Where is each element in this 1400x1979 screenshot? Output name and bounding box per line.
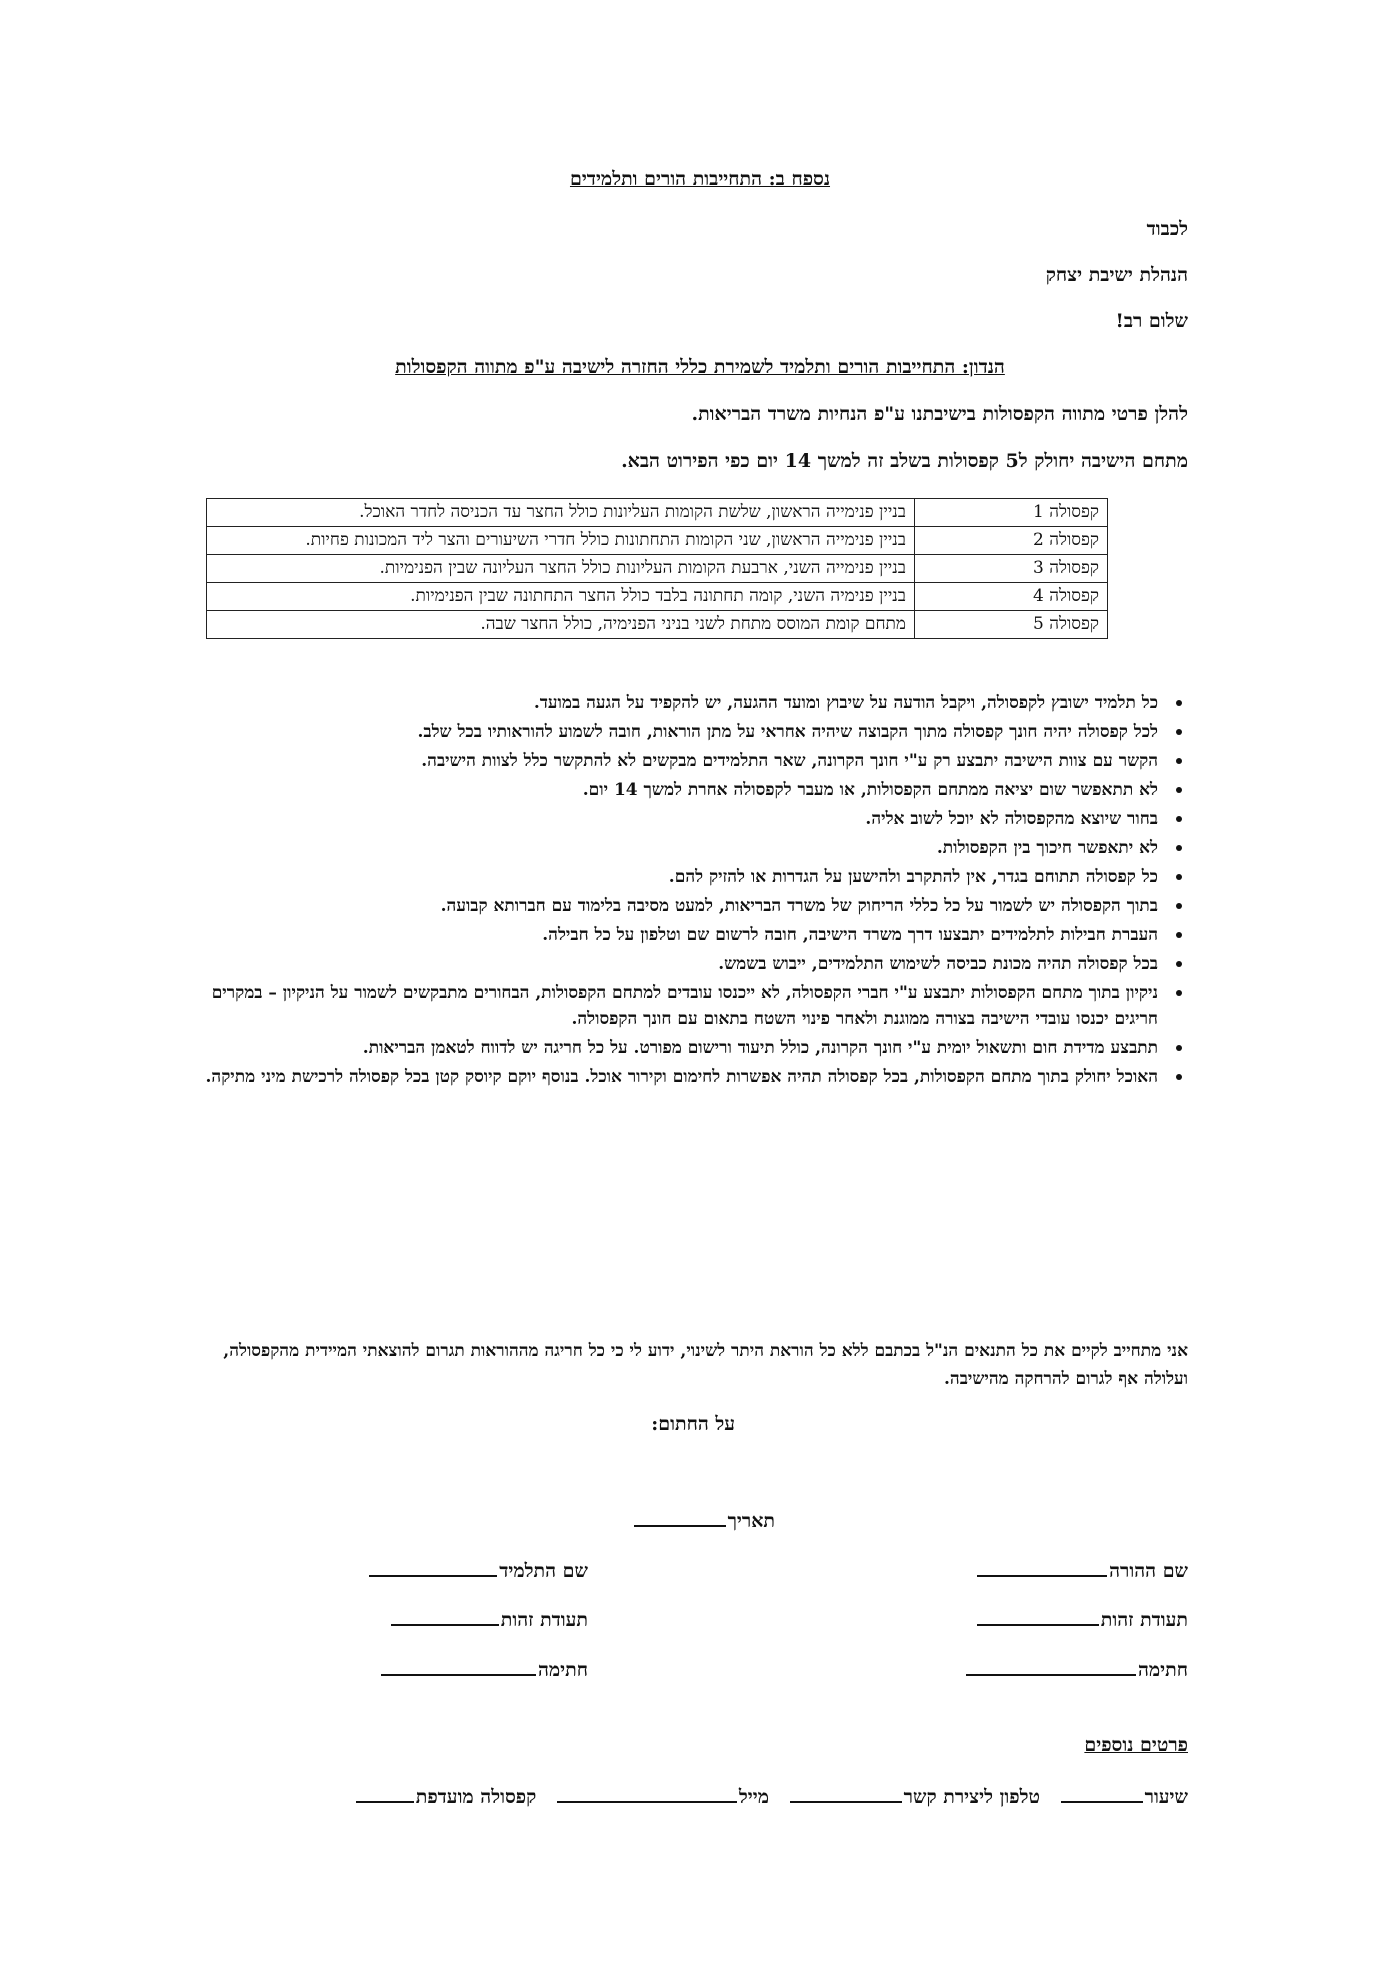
list-item: הקשר עם צוות הישיבה יתבצע רק ע"י חונך הקרונה, שאר התלמידים מבקשים לא להתקשר כלל לצוות הישיבה. xyxy=(168,748,1158,774)
phone-blank[interactable] xyxy=(790,1783,902,1803)
date-field xyxy=(634,1507,775,1533)
class-label: שיעור xyxy=(1144,1786,1188,1808)
table-row xyxy=(207,583,1108,611)
student-id-field xyxy=(391,1606,588,1632)
capsule-pref-field xyxy=(356,1786,537,1808)
student-sign-blank[interactable] xyxy=(381,1656,536,1676)
table-row xyxy=(207,611,1108,639)
date-label: תאריך xyxy=(727,1510,775,1532)
student-name-label: שם התלמיד xyxy=(499,1560,588,1582)
commitment-paragraph: אני מתחייב לקיים את כל התנאים הנ"ל בכתבם ללא כל הוראת היתר לשינוי, ידוע לי כי כל חריגה מההוראות תגרום להוצאתי המיידית מהקפסולה, ועלולה אף לגרום להרחקה מהישיבה. xyxy=(223,1341,1188,1389)
greeting-line: שלום רב! xyxy=(1115,310,1188,332)
capsule-desc-cell: בניין פנימיה השני, קומה תחתונה בלבד כולל החצר התחתונה שבין הפנימיות. xyxy=(207,583,915,611)
parent-name-field xyxy=(977,1557,1188,1583)
capsule-desc-cell: מתחם קומת המוסס מתחת לשני בניני הפנימיה, כולל החצר שבה. xyxy=(207,611,915,639)
intro-paragraph-2: מתחם הישיבה יחולק ל5 קפסולות בשלב זה למשך 14 יום כפי הפירוט הבא. xyxy=(621,450,1188,472)
table-row xyxy=(207,555,1108,583)
capsule-name-cell: קפסולה 3 xyxy=(915,555,1108,583)
additional-details-heading: פרטים נוספים xyxy=(1084,1734,1188,1756)
phone-label: טלפון ליצירת קשר xyxy=(903,1786,1040,1808)
list-item: בחור שיוצא מהקפסולה לא יוכל לשוב אליה. xyxy=(168,806,1158,832)
parent-sign-field xyxy=(966,1656,1188,1682)
capsule-desc-cell: בניין פנימייה הראשון, שני הקומות התחתונות כולל חדרי השיעורים והצר ליד המכונות פחיות. xyxy=(207,527,915,555)
date-blank[interactable] xyxy=(634,1507,726,1527)
parent-id-blank[interactable] xyxy=(977,1606,1099,1626)
student-id-label: תעודת זהות xyxy=(500,1609,588,1631)
capsule-name-cell: קפסולה 2 xyxy=(915,527,1108,555)
list-item: לא תתאפשר שום יציאה ממתחם הקפסולות, או מעבר לקפסולה אחרת למשך 14 יום. xyxy=(168,777,1158,803)
capsule-pref-blank[interactable] xyxy=(356,1783,414,1803)
capsule-name-cell: קפסולה 5 xyxy=(915,611,1108,639)
list-item: כל תלמיד ישובץ לקפסולה, ויקבל הודעה על שיבוץ ומועד ההגעה, יש להקפיד על הגעה במועד. xyxy=(168,690,1158,716)
subject-line: הנדון: התחייבות הורים ותלמיד לשמירת כללי החזרה לישיבה ע"פ מתווה הקפסולות xyxy=(395,356,1005,378)
additional-details-row xyxy=(342,1783,1188,1809)
list-item: בתוך הקפסולה יש לשמור על כל כללי הריחוק של משרד הבריאות, למעט מסיבה בלימוד עם חברותא קבועה. xyxy=(168,893,1158,919)
capsules-table xyxy=(206,498,1108,639)
capsule-desc-cell: בניין פנימייה השני, ארבעת הקומות העליונות כולל החצר העליונה שבין הפנימיות. xyxy=(207,555,915,583)
intro-paragraph-1: להלן פרטי מתווה הקפסולות בישיבתנו ע"פ הנחיות משרד הבריאות. xyxy=(691,403,1188,425)
parent-id-field xyxy=(977,1606,1188,1632)
parent-sign-label: חתימה xyxy=(1137,1659,1188,1681)
student-name-blank[interactable] xyxy=(369,1557,497,1577)
table-row xyxy=(207,499,1108,527)
list-item: לכל קפסולה יהיה חונך קפסולה מתוך הקבוצה שיהיה אחראי על מתן הוראות, חובה לשמוע להוראותיו בכל שלב. xyxy=(168,719,1158,745)
phone-field xyxy=(790,1786,1040,1808)
capsule-pref-label: קפסולה מועדפת xyxy=(415,1786,537,1808)
rules-list xyxy=(168,690,1188,1093)
signed-label: על החתום: xyxy=(651,1413,735,1435)
table-row xyxy=(207,527,1108,555)
email-field xyxy=(557,1786,769,1808)
list-item: כל קפסולה תתוחם בגדר, אין להתקרב ולהישען על הגדרות או להזיק להם. xyxy=(168,864,1158,890)
capsule-name-cell: קפסולה 4 xyxy=(915,583,1108,611)
class-field xyxy=(1061,1786,1188,1808)
list-item: האוכל יחולק בתוך מתחם הקפסולות, בכל קפסולה תהיה אפשרות לחימום וקירור אוכל. בנוסף יוקם קיוסק קטן בכל קפסולה לרכישת מיני מתיקה. xyxy=(168,1064,1158,1090)
recipient-line: הנהלת ישיבת יצחק xyxy=(1045,264,1188,286)
list-item: העברת חבילות לתלמידים יתבצעו דרך משרד הישיבה, חובה לרשום שם וטלפון על כל חבילה. xyxy=(168,922,1158,948)
parent-name-label: שם ההורה xyxy=(1109,1560,1188,1582)
list-item: תתבצע מדידת חום ותשאול יומית ע"י חונך הקרונה, כולל תיעוד ורישום מפורט. על כל חריגה יש לדווח לטאמן הבריאות. xyxy=(168,1035,1158,1061)
student-sign-label: חתימה xyxy=(537,1659,588,1681)
student-id-blank[interactable] xyxy=(391,1606,499,1626)
capsule-desc-cell: בניין פנימייה הראשון, שלשת הקומות העליונות כולל החצר עד הכניסה לחדר האוכל. xyxy=(207,499,915,527)
parent-name-blank[interactable] xyxy=(977,1557,1107,1577)
document-title: נספח ב: התחייבות הורים ותלמידים xyxy=(569,168,831,190)
student-sign-field xyxy=(381,1656,588,1682)
capsule-name-cell: קפסולה 1 xyxy=(915,499,1108,527)
email-label: מייל xyxy=(738,1786,770,1808)
addressee-line: לכבוד xyxy=(1146,218,1188,240)
list-item: בכל קפסולה תהיה מכונת כביסה לשימוש התלמידים, ייבוש בשמש. xyxy=(168,951,1158,977)
class-blank[interactable] xyxy=(1061,1783,1143,1803)
email-blank[interactable] xyxy=(557,1783,737,1803)
list-item: לא יתאפשר חיכוך בין הקפסולות. xyxy=(168,835,1158,861)
parent-sign-blank[interactable] xyxy=(966,1656,1136,1676)
parent-id-label: תעודת זהות xyxy=(1100,1609,1188,1631)
list-item: ניקיון בתוך מתחם הקפסולות יתבצע ע"י חברי הקפסולה, לא ייכנסו עובדים למתחם הקפסולות, הבחורים מתבקשים לשמור על הניקיון – במקרים חריגים יכנסו עובדי הישיבה בצורה ממוגנת ולאחר פינוי השטח בתאום עם חונך הקפסולה. xyxy=(168,980,1158,1032)
student-name-field xyxy=(369,1557,588,1583)
